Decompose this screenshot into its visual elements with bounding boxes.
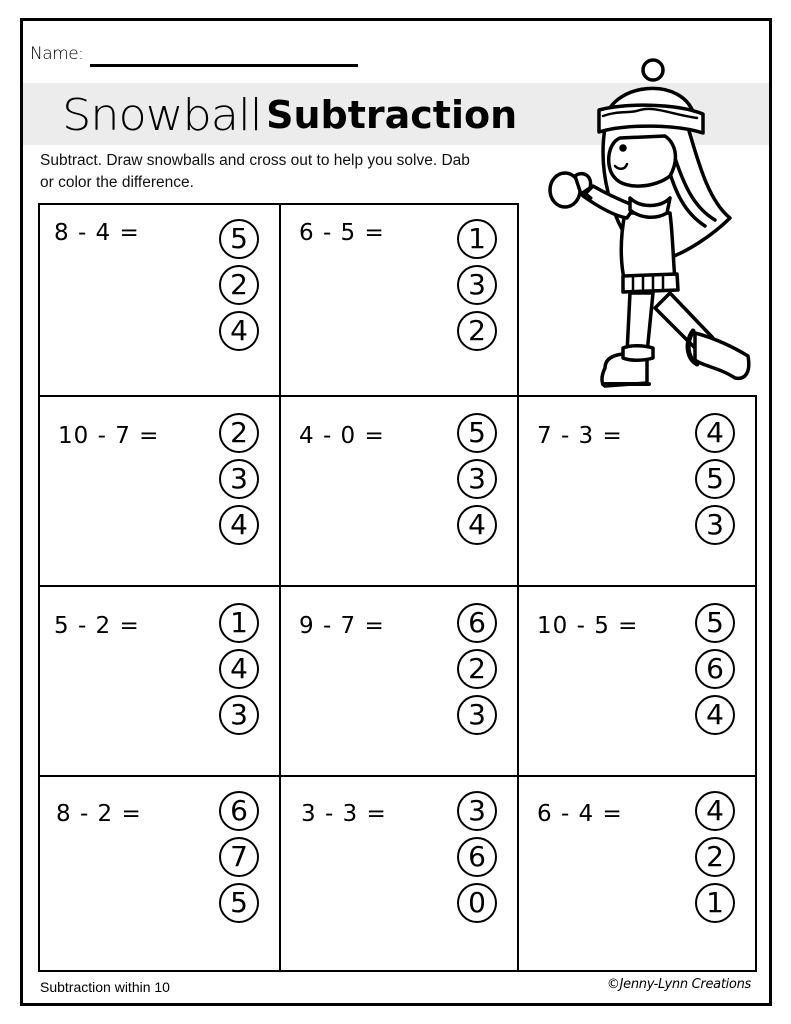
answer-choice[interactable]: 3 (219, 695, 259, 735)
problem-cell (38, 775, 281, 972)
problem-expression: 9 - 7 = (299, 613, 385, 639)
problem-cell (517, 395, 757, 587)
answer-choice[interactable]: 5 (219, 883, 259, 923)
title-subtraction: Subtraction (266, 93, 518, 137)
answer-choices (219, 219, 259, 351)
answer-choice[interactable]: 3 (457, 791, 497, 831)
problem-cell (279, 203, 519, 397)
problem-cell (517, 585, 757, 777)
answer-choice[interactable]: 2 (695, 837, 735, 877)
answer-choices (457, 791, 497, 923)
answer-choice[interactable]: 4 (219, 649, 259, 689)
problem-cell (279, 585, 519, 777)
footer-copyright: ©Jenny-Lynn Creations (606, 977, 751, 992)
answer-choices (695, 413, 735, 545)
answer-choices (457, 603, 497, 735)
answer-choices (219, 413, 259, 545)
answer-choice[interactable]: 3 (219, 459, 259, 499)
answer-choices (695, 791, 735, 923)
problem-cell (38, 395, 281, 587)
name-input-line[interactable] (90, 64, 358, 67)
answer-choice[interactable]: 7 (219, 837, 259, 877)
answer-choice[interactable]: 3 (457, 459, 497, 499)
answer-choice[interactable]: 4 (219, 505, 259, 545)
answer-choice[interactable]: 1 (695, 883, 735, 923)
problem-expression: 7 - 3 = (537, 423, 623, 449)
problem-expression: 3 - 3 = (301, 801, 387, 827)
problem-expression: 6 - 5 = (299, 220, 385, 246)
answer-choice[interactable]: 6 (457, 603, 497, 643)
problem-expression: 4 - 0 = (299, 423, 385, 449)
answer-choice[interactable]: 1 (219, 603, 259, 643)
answer-choice[interactable]: 6 (219, 791, 259, 831)
answer-choice[interactable]: 3 (457, 265, 497, 305)
answer-choice[interactable]: 5 (219, 219, 259, 259)
answer-choice[interactable]: 2 (219, 413, 259, 453)
problem-cell (279, 395, 519, 587)
answer-choice[interactable]: 4 (695, 695, 735, 735)
problem-cell (38, 585, 281, 777)
answer-choices (457, 219, 497, 351)
answer-choice[interactable]: 3 (695, 505, 735, 545)
answer-choice[interactable]: 5 (695, 459, 735, 499)
answer-choice[interactable]: 6 (695, 649, 735, 689)
answer-choices (219, 791, 259, 923)
problem-expression: 8 - 2 = (56, 801, 142, 827)
answer-choice[interactable]: 2 (457, 649, 497, 689)
problem-expression: 10 - 5 = (537, 613, 639, 639)
answer-choice[interactable]: 2 (219, 265, 259, 305)
answer-choice[interactable]: 5 (695, 603, 735, 643)
answer-choice[interactable]: 1 (457, 219, 497, 259)
answer-choices (695, 603, 735, 735)
answer-choice[interactable]: 4 (457, 505, 497, 545)
answer-choice[interactable]: 2 (457, 311, 497, 351)
problem-cell (517, 775, 757, 972)
answer-choice[interactable]: 4 (695, 791, 735, 831)
problem-expression: 5 - 2 = (54, 613, 140, 639)
footer-topic: Subtraction within 10 (40, 979, 170, 995)
problem-cell (279, 775, 519, 972)
problem-cell (38, 203, 281, 397)
answer-choice[interactable]: 6 (457, 837, 497, 877)
problem-expression: 8 - 4 = (54, 220, 140, 246)
answer-choice[interactable]: 3 (457, 695, 497, 735)
name-label: Name: (30, 44, 84, 64)
answer-choice[interactable]: 4 (695, 413, 735, 453)
girl-snowball-illustration-icon (535, 48, 765, 396)
instructions: Subtract. Draw snowballs and cross out to help you solve. Dab or color the difference. (40, 152, 470, 191)
answer-choice[interactable]: 0 (457, 883, 497, 923)
answer-choice[interactable]: 5 (457, 413, 497, 453)
title-snowball: Snowball (62, 89, 262, 141)
answer-choices (219, 603, 259, 735)
page-title (62, 86, 517, 144)
problem-expression: 6 - 4 = (537, 801, 623, 827)
problem-expression: 10 - 7 = (58, 423, 160, 449)
answer-choices (457, 413, 497, 545)
answer-choice[interactable]: 4 (219, 311, 259, 351)
